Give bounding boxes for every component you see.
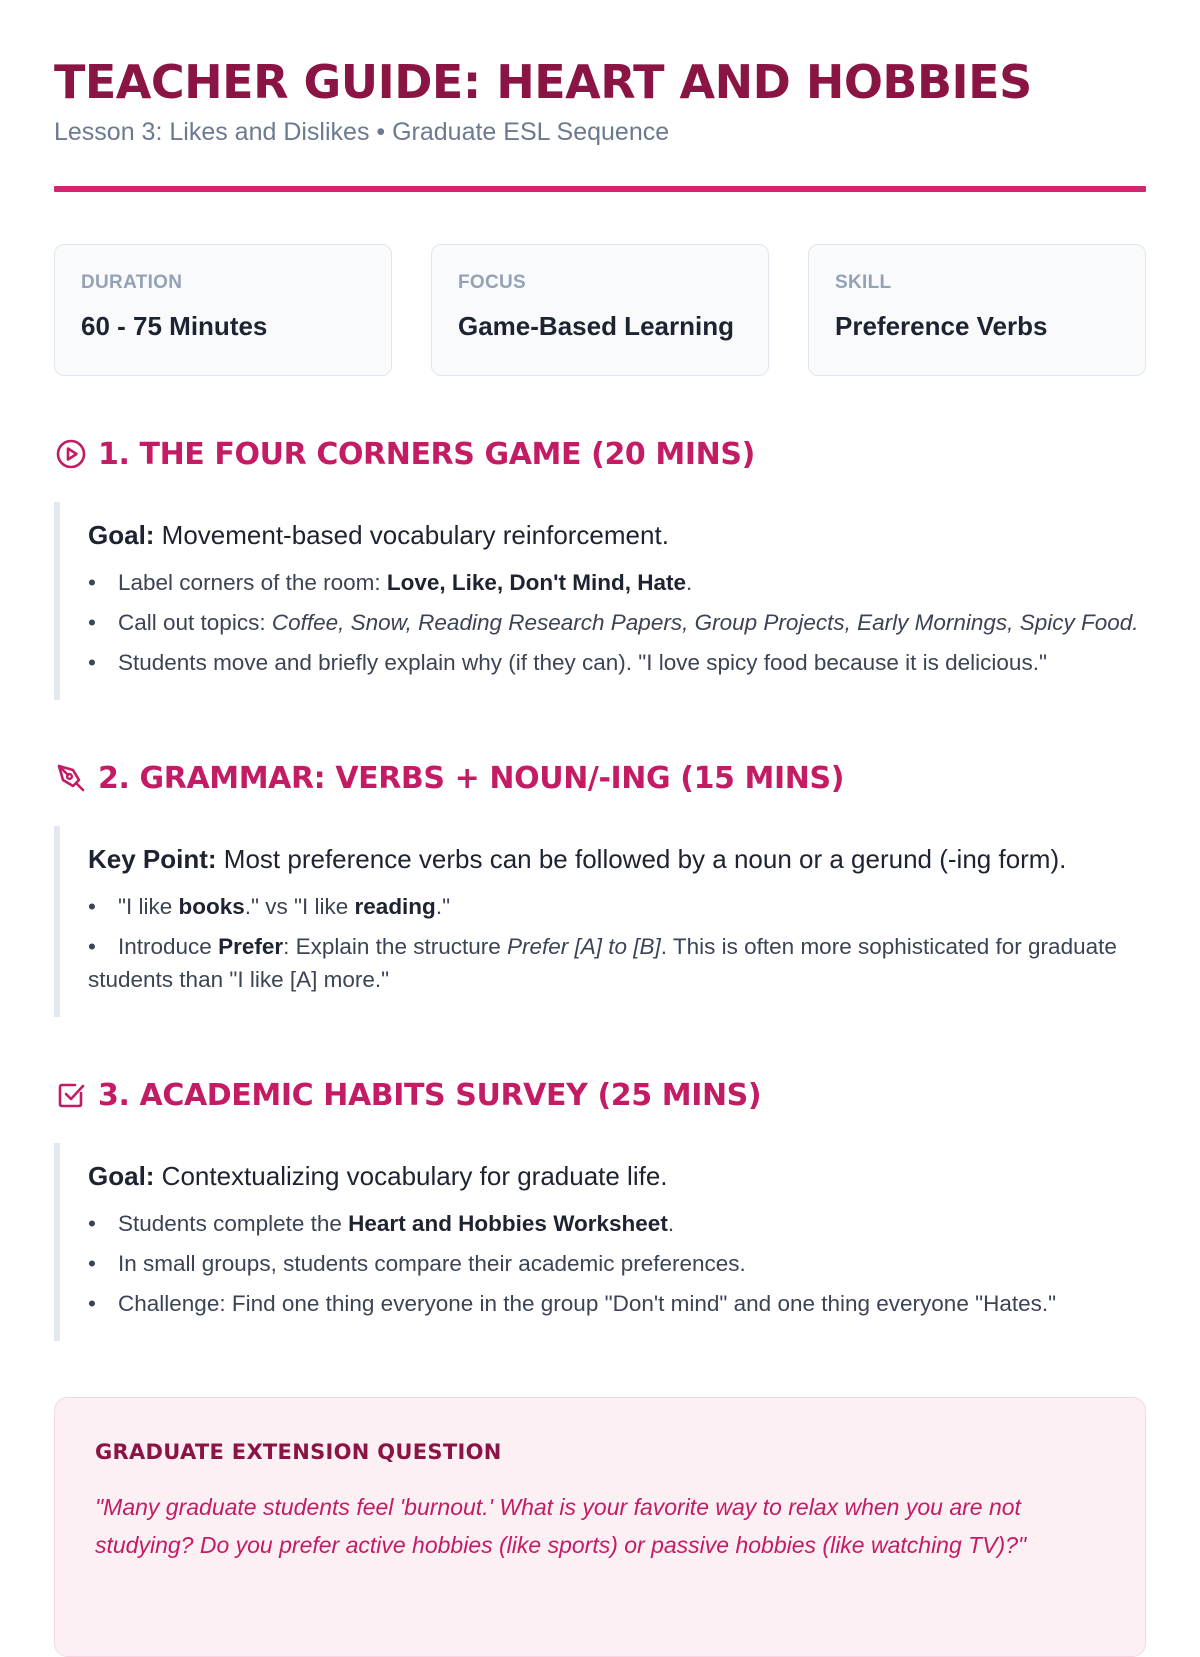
duration-value: 60 - 75 Minutes	[81, 311, 268, 341]
checkbox-icon	[54, 1078, 88, 1112]
item-text: In small groups, students compare their academic preferences.	[118, 1251, 746, 1276]
item-bold: books	[178, 894, 245, 919]
key-point-text: Most preference verbs can be followed by a noun or a gerund (-ing form).	[216, 844, 1067, 874]
item-text: : Explain the structure	[283, 934, 507, 959]
page-subtitle: Lesson 3: Likes and Dislikes • Graduate ESL Sequence	[54, 118, 670, 146]
item-bold: Prefer	[218, 934, 284, 959]
key-point-label: Key Point:	[88, 844, 217, 874]
focus-value: Game-Based Learning	[458, 311, 734, 341]
item-text: "I like	[118, 894, 179, 919]
duration-label: DURATION	[81, 272, 183, 293]
grammar-points	[88, 890, 1146, 996]
list-item: • Students move and briefly explain why (if they can). "I love spicy food because it is delicious."	[88, 650, 1047, 675]
item-text: Call out topics:	[118, 610, 272, 635]
item-text: Label corners of the room:	[118, 570, 387, 595]
section-four-corners-heading	[54, 432, 1146, 476]
section-grammar-body	[54, 826, 1146, 1017]
skill-label: SKILL	[835, 272, 892, 293]
skill-value: Preference Verbs	[835, 311, 1048, 341]
item-bold: reading	[354, 894, 436, 919]
list-item: • Challenge: Find one thing everyone in the group "Don't mind" and one thing everyone "Hates."	[88, 1291, 1057, 1316]
section-title: 3. ACADEMIC HABITS SURVEY (25 MINS)	[98, 1077, 762, 1113]
play-circle-icon	[54, 437, 88, 471]
pen-tool-icon	[54, 761, 88, 795]
goal-label: Goal:	[88, 1161, 155, 1191]
goal-text: Contextualizing vocabulary for graduate life.	[154, 1161, 668, 1191]
list-item: • "I like books." vs "I like reading."	[88, 894, 451, 919]
extension-title: GRADUATE EXTENSION QUESTION	[95, 1440, 502, 1464]
extension-question: "Many graduate students feel 'burnout.' What is your favorite way to relax when you are not studying? Do you prefer active hobbies (like sports) or passive hobbies (like watching TV)?"	[95, 1494, 1027, 1558]
section-grammar-heading	[54, 756, 1146, 800]
page-title: TEACHER GUIDE: HEART AND HOBBIES	[54, 55, 1032, 109]
item-text: .	[1132, 610, 1139, 635]
item-italic: Prefer [A] to [B]	[506, 934, 661, 959]
item-text: .	[667, 1211, 675, 1236]
goal-text: Movement-based vocabulary reinforcement.	[154, 520, 669, 550]
item-text: Challenge: Find one thing everyone in the group "Don't mind" and one thing everyone "Hates."	[118, 1291, 1057, 1316]
list-item: • Students complete the Heart and Hobbies Worksheet.	[88, 1211, 675, 1236]
item-text: Introduce	[118, 934, 219, 959]
item-text: Students move and briefly explain why (if they can). "I love spicy food because it is delicious."	[118, 650, 1047, 675]
list-item: • Label corners of the room: Love, Like, Don't Mind, Hate.	[88, 570, 693, 595]
section-goal	[88, 518, 1146, 552]
list-item: • In small groups, students compare their academic preferences.	[88, 1251, 746, 1276]
list-item: • Call out topics: Coffee, Snow, Reading Research Papers, Group Projects, Early Mornings, Spicy Food.	[88, 610, 1139, 635]
survey-steps	[88, 1207, 1146, 1320]
lesson-info-cards	[54, 244, 1146, 376]
section-key-point	[88, 842, 1146, 876]
skill-card	[808, 244, 1146, 376]
extension-question-box	[54, 1397, 1146, 1657]
section-title: 1. THE FOUR CORNERS GAME (20 MINS)	[98, 436, 755, 472]
goal-label: Goal:	[88, 520, 155, 550]
header-divider	[54, 186, 1146, 192]
focus-card	[431, 244, 769, 376]
activity-steps	[88, 566, 1146, 679]
section-goal	[88, 1159, 1146, 1193]
item-italic: Coffee, Snow, Reading Research Papers, Group Projects, Early Mornings, Spicy Food	[271, 610, 1133, 635]
focus-label: FOCUS	[458, 272, 526, 293]
section-title: 2. GRAMMAR: VERBS + NOUN/-ING (15 MINS)	[98, 760, 845, 796]
item-text: ."	[435, 894, 451, 919]
item-text: Students complete the	[118, 1211, 349, 1236]
duration-card	[54, 244, 392, 376]
list-item: • Introduce Prefer: Explain the structure Prefer [A] to [B]. This is often more sophisticated for graduate students than "I like [A] more."	[88, 934, 1117, 992]
item-text: . This is often more sophisticated for graduate students than "I like [A] more."	[88, 934, 1117, 992]
item-bold: Love, Like, Don't Mind, Hate	[386, 570, 687, 595]
item-text: .	[686, 570, 693, 595]
section-survey-heading	[54, 1073, 1146, 1117]
item-bold: Heart and Hobbies Worksheet	[348, 1211, 668, 1236]
item-text: ." vs "I like	[244, 894, 355, 919]
section-four-corners-body	[54, 502, 1146, 700]
section-survey-body	[54, 1143, 1146, 1341]
